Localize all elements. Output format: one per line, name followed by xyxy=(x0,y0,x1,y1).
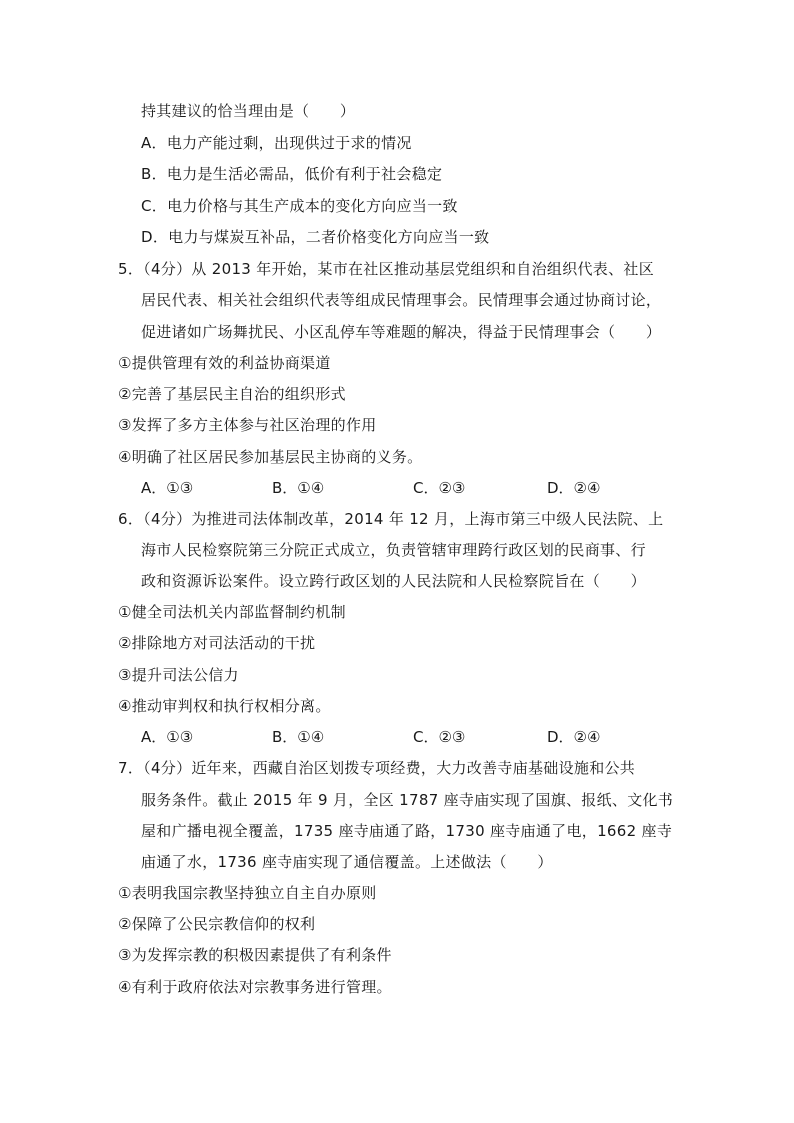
q6-option-c: C．②③ xyxy=(413,728,466,746)
q7-stem-line-3: 屋和广播电视全覆盖，1735 座寺庙通了路，1730 座寺庙通了电，1662 座寺 xyxy=(141,822,673,840)
q6-options xyxy=(0,727,794,747)
q5-stem-line-1: 5．（4分）从 2013 年开始，某市在社区推动基层党组织和自治组织代表、社区 xyxy=(118,260,654,278)
q5-options xyxy=(0,478,794,498)
q4-option-a: A．电力产能过剩，出现供过于求的情况 xyxy=(141,134,412,152)
q7-statement-3: ③为发挥宗教的积极因素提供了有利条件 xyxy=(118,946,392,964)
q5-statement-2: ②完善了基层民主自治的组织形式 xyxy=(118,385,346,403)
q7-statement-1: ①表明我国宗教坚持独立自主自办原则 xyxy=(118,884,377,902)
q5-stem-line-3: 促进诸如广场舞扰民、小区乱停车等难题的解决，得益于民情理事会（ ） xyxy=(141,323,662,341)
q7-statement-4: ④有利于政府依法对宗教事务进行管理。 xyxy=(118,978,392,996)
q7-stem-line-4: 庙通了水，1736 座寺庙实现了通信覆盖。上述做法（ ） xyxy=(141,853,553,871)
q5-option-b: B．①④ xyxy=(272,479,325,497)
q6-stem-line-1: 6．（4分）为推进司法体制改革，2014 年 12 月，上海市第三中级人民法院、上 xyxy=(118,510,664,528)
q6-option-b: B．①④ xyxy=(272,728,325,746)
q5-option-a: A．①③ xyxy=(141,479,194,497)
q5-statement-1: ①提供管理有效的利益协商渠道 xyxy=(118,354,331,372)
q4-stem-tail: 持其建议的恰当理由是（ ） xyxy=(141,102,356,120)
q7-stem-line-2: 服务条件。截止 2015 年 9 月，全区 1787 座寺庙实现了国旗、报纸、文化书 xyxy=(141,791,674,809)
q4-option-c: C．电力价格与其生产成本的变化方向应当一致 xyxy=(141,197,458,215)
q5-option-c: C．②③ xyxy=(413,479,466,497)
q4-option-d: D．电力与煤炭互补品，二者价格变化方向应当一致 xyxy=(141,228,490,246)
q7-statement-2: ②保障了公民宗教信仰的权利 xyxy=(118,915,316,933)
q5-statement-3: ③发挥了多方主体参与社区治理的作用 xyxy=(118,416,377,434)
q6-stem-line-3: 政和资源诉讼案件。设立跨行政区划的人民法院和人民检察院旨在（ ） xyxy=(141,572,646,590)
q6-statement-1: ①健全司法机关内部监督制约机制 xyxy=(118,603,346,621)
q5-stem-line-2: 居民代表、相关社会组织代表等组成民情理事会。民情理事会通过协商讨论， xyxy=(141,291,662,309)
q6-statement-2: ②排除地方对司法活动的干扰 xyxy=(118,634,316,652)
q7-stem-line-1: 7．（4分）近年来，西藏自治区划拨专项经费，大力改善寺庙基础设施和公共 xyxy=(118,759,636,777)
q6-option-a: A．①③ xyxy=(141,728,194,746)
q4-option-b: B．电力是生活必需品，低价有利于社会稳定 xyxy=(141,165,443,183)
q5-option-d: D．②④ xyxy=(547,479,601,497)
q6-stem-line-2: 海市人民检察院第三分院正式成立，负责管辖审理跨行政区划的民商事、行 xyxy=(141,541,646,559)
q5-statement-4: ④明确了社区居民参加基层民主协商的义务。 xyxy=(118,448,423,466)
q6-statement-3: ③提升司法公信力 xyxy=(118,666,239,684)
q6-statement-4: ④推动审判权和执行权相分离。 xyxy=(118,697,331,715)
q6-option-d: D．②④ xyxy=(547,728,601,746)
